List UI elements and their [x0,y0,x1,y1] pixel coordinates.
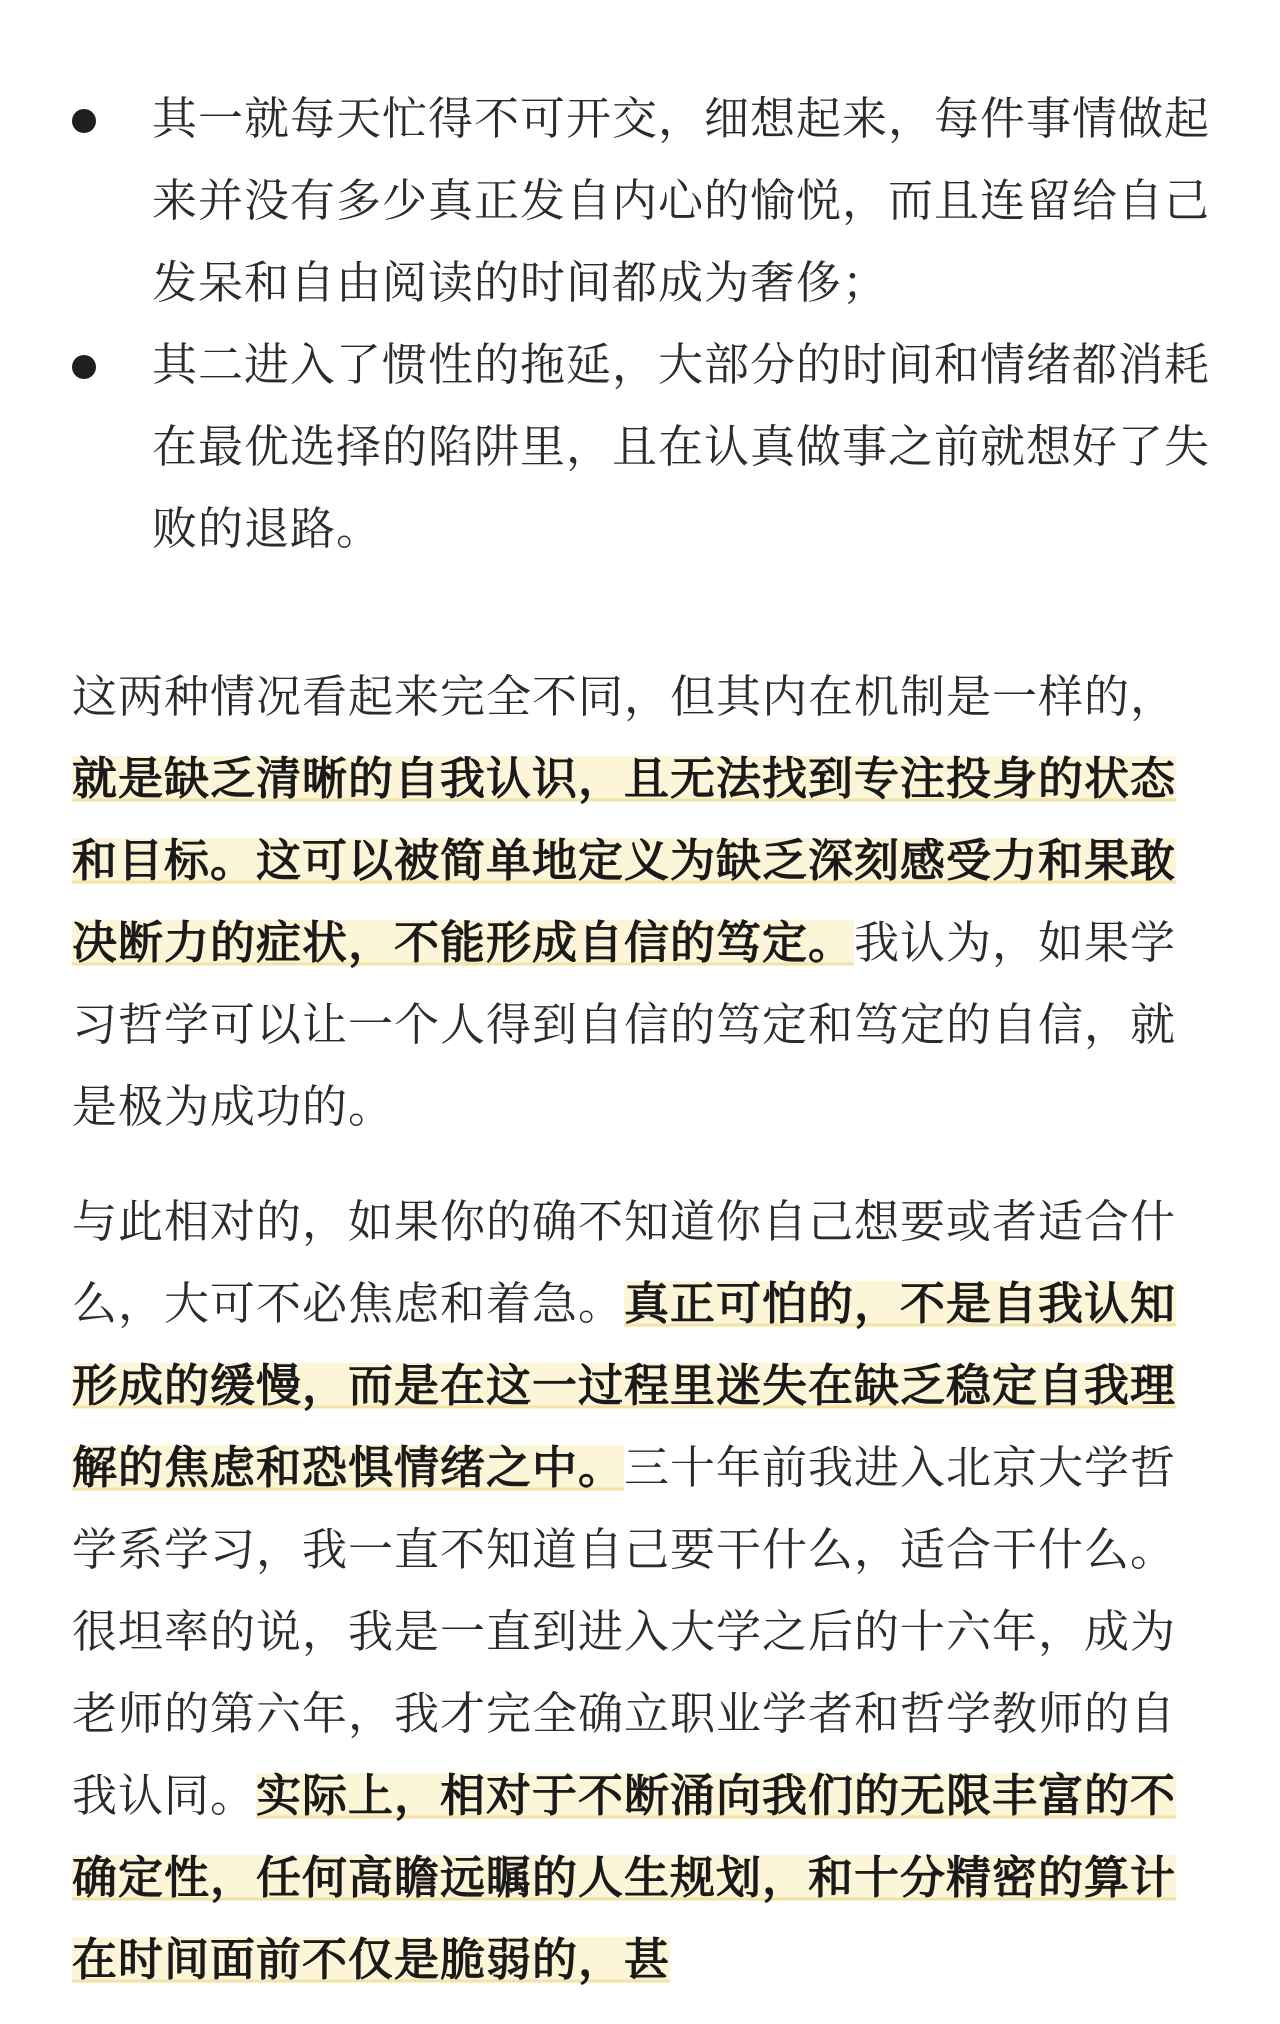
paragraph-text: 与此相对的，如果你的确不知道你自己想要或者适合什么，大可不必焦虑和着急。 [72,1195,1177,1330]
bullet-list [0,78,1280,570]
paragraph-text: 三十年前我进入北京大学哲学系学习，我一直不知道自己要干什么，适合干什么。很坦率的说，我是一直到进入大学之后的十六年，成为老师的第六年，我才完全确立职业学者和哲学教师的自我认同。 [72,1441,1177,1822]
paragraph-text: 这两种情况看起来完全不同，但其内在机制是一样的， [72,670,1177,723]
bullet-dot-icon [72,109,96,133]
list-item [0,78,1214,324]
highlighted-text: 真正可怕的，不是自我认知形成的缓慢，而是在这一过程里迷失在缺乏稳定自我理解的焦虑和恐惧情绪之中。 [72,1277,1177,1494]
paragraph-mechanism [72,656,1214,1148]
paragraph-anxiety [72,1181,1214,2001]
paragraph-text: 我认为，如果学习哲学可以让一个人得到自信的笃定和笃定的自信，就是极为成功的。 [72,916,1177,1133]
highlighted-text: 就是缺乏清晰的自我认识，且无法找到专注投身的状态和目标。这可以被简单地定义为缺乏深刻感受力和果敢决断力的症状，不能形成自信的笃定。 [72,752,1177,969]
bullet-text: 其二进入了惯性的拖延，大部分的时间和情绪都消耗在最优选择的陷阱里，且在认真做事之前就想好了失败的退路。 [152,338,1211,555]
list-item [0,324,1214,570]
highlighted-text: 实际上，相对于不断涌向我们的无限丰富的不确定性，任何高瞻远瞩的人生规划，和十分精密的算计在时间面前不仅是脆弱的，甚 [72,1769,1177,1986]
bullet-dot-icon [72,355,96,379]
bullet-text: 其一就每天忙得不可开交，细想起来，每件事情做起来并没有多少真正发自内心的愉悦，而且连留给自己发呆和自由阅读的时间都成为奢侈； [152,92,1211,309]
